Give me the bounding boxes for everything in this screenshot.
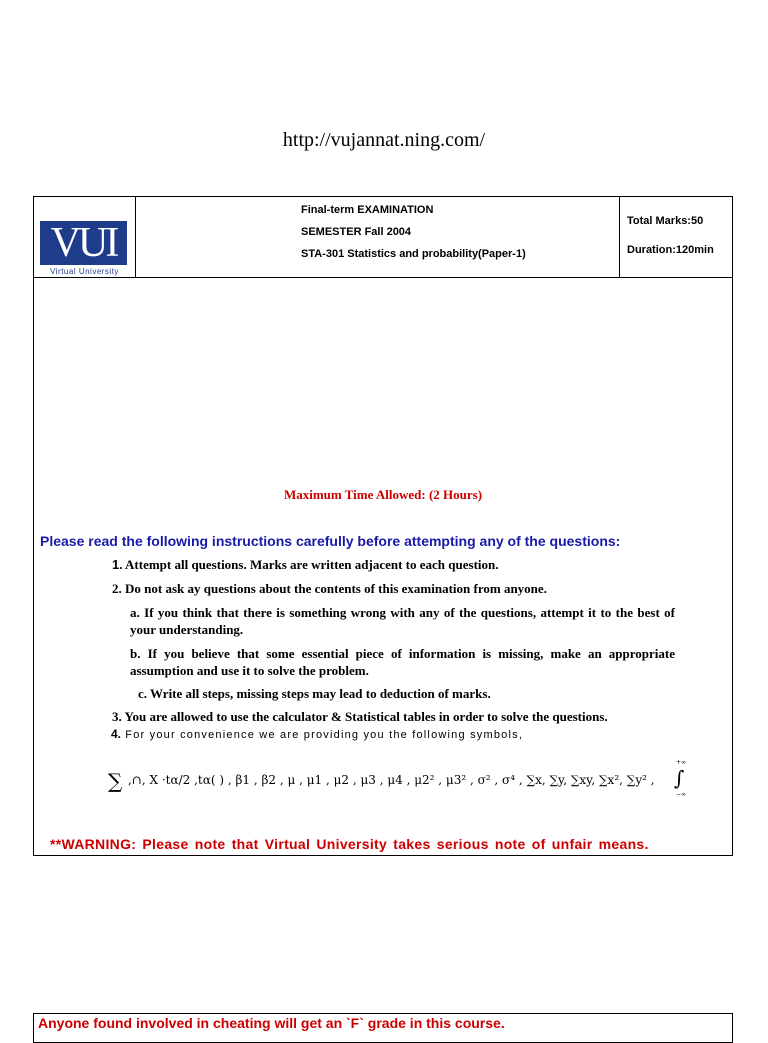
instruction-item-2a: a. If you think that there is something wrong with any of the questions, attempt it to the best of your understanding. [130, 605, 675, 637]
instruction-item-4-num: 4. [111, 727, 122, 741]
instruction-item-2b: b. If you believe that some essential piece of information is missing, make an appropriate assumption and use it to solve the problem. [130, 646, 675, 678]
exam-header [34, 197, 732, 278]
symbol-line: ,∩, X ·tα/2 ,tα( ) , β1 , β2 , μ , μ1 , μ2 , μ3 , μ4 , μ2² , μ3² , σ² , σ⁴ , ∑x, ∑y, ∑xy, ∑x², ∑y² , [128, 773, 655, 787]
exam-sheet [33, 196, 733, 856]
summation-symbol: ∑ [108, 769, 123, 793]
exam-course: STA-301 Statistics and probability(Paper-1) [301, 248, 526, 260]
integral-symbol: ∫ [674, 766, 685, 790]
instruction-item-4-text: For your convenience we are providing you the following symbols, [121, 729, 524, 741]
exam-title-cell [136, 197, 620, 277]
instruction-item-3: 3. You are allowed to use the calculator & Statistical tables in order to solve the questions. [112, 709, 608, 724]
vu-logo: VUI [40, 221, 127, 265]
instruction-item-1 [112, 557, 499, 573]
logo-subtitle: Virtual University [50, 267, 119, 276]
instructions-heading: Please read the following instructions carefully before attempting any of the questions: [40, 533, 621, 549]
integral-upper-limit: +∞ [676, 759, 687, 766]
instruction-item-2c: c. Write all steps, missing steps may lead to deduction of marks. [138, 686, 491, 701]
symbol-list [80, 761, 720, 811]
total-marks: Total Marks:50 [627, 215, 704, 227]
instruction-item-2: 2. Do not ask ay questions about the contents of this examination from anyone. [112, 581, 547, 596]
logo-cell [34, 197, 136, 277]
instruction-item-1-text: . Attempt all questions. Marks are written adjacent to each question. [119, 557, 499, 572]
duration: Duration:120min [627, 244, 714, 256]
cheating-notice: Anyone found involved in cheating will get an `F` grade in this course. [38, 1015, 505, 1031]
warning-text: **WARNING: Please note that Virtual University takes serious note of unfair means. [50, 836, 649, 852]
integral-lower-limit: −∞ [676, 791, 687, 798]
instruction-item-1-num: 1 [112, 557, 120, 572]
marks-cell [620, 197, 732, 277]
max-time-allowed: Maximum Time Allowed: (2 Hours) [283, 487, 483, 502]
instruction-item-4 [111, 727, 711, 741]
site-url[interactable]: http://vujannat.ning.com/ [282, 129, 486, 151]
footer-box [33, 1013, 733, 1043]
exam-semester: SEMESTER Fall 2004 [301, 226, 412, 238]
exam-title: Final-term EXAMINATION [301, 204, 434, 216]
